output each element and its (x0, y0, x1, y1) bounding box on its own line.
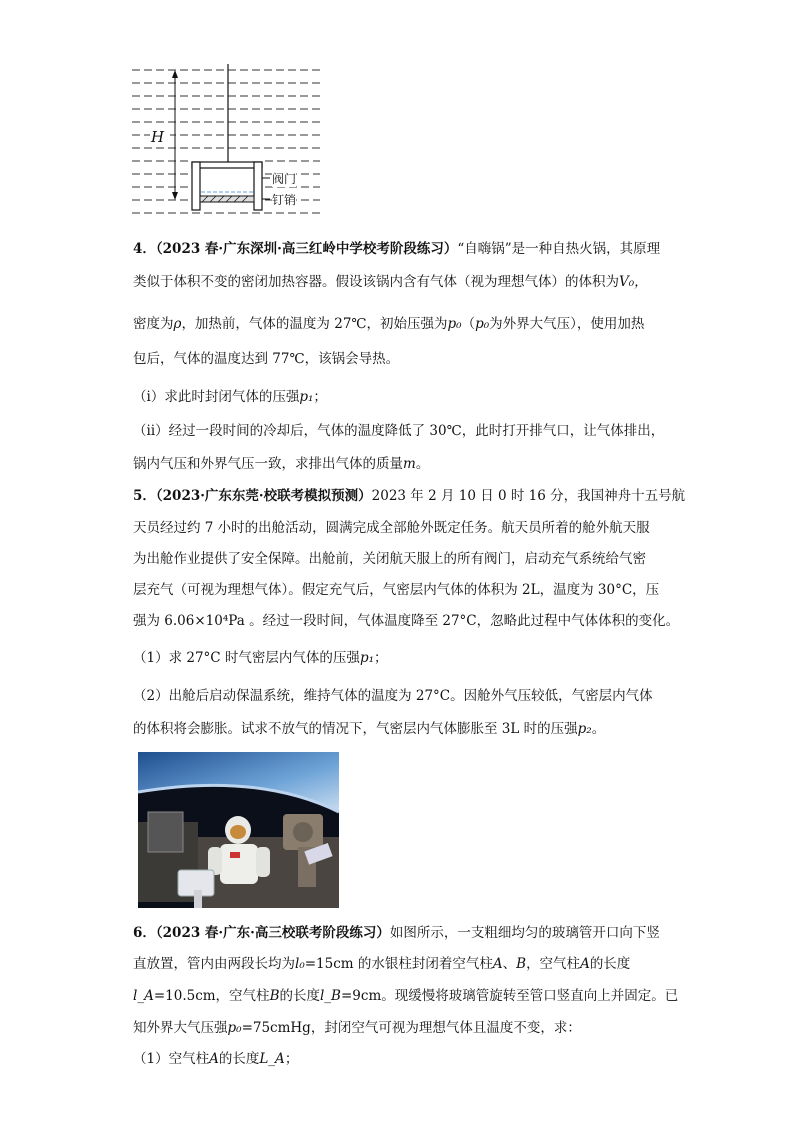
q4-line2: 类似于体积不变的密闭加热容器。假设该锅内含有气体（视为理想气体）的体积为V₀， (133, 274, 648, 290)
q4-sub2-line2: 锅内气压和外界气压一致，求排出气体的质量m。 (133, 456, 430, 472)
q4-line3: 密度为ρ，加热前，气体的温度为 27℃，初始压强为p₀（p₀为外界大气压），使用加热 (133, 316, 645, 332)
q6-line2: 直放置，管内由两段长均为l₀=15cm 的水银柱封闭着空气柱A、B，空气柱A的长度 (133, 956, 631, 972)
q6-line1 (133, 921, 660, 941)
label-H: H (151, 128, 165, 146)
cup-right-wall (254, 162, 262, 210)
q5-line5: 强为 6.06×10⁴Pa 。经过一段时间，气体温度降至 27°C，忽略此过程中气体体积的变化。 (133, 613, 680, 629)
q4-sub1: （ⅰ）求此时封闭气体的压强p₁； (133, 389, 327, 405)
q5-line3: 为出舱作业提供了安全保障。出舱前，关闭航天服上的所有阀门，启动充气系统给气密 (133, 551, 646, 567)
q4-line4: 包后，气体的温度达到 77℃，该锅会导热。 (133, 351, 400, 367)
q6-sub1: （1）空气柱A的长度L_A； (133, 1051, 299, 1067)
cup-top (192, 162, 262, 168)
q5-sub2-line2: 的体积将会膨胀。试求不放气的情况下，气密层内气体膨胀至 3L 时的压强p₂。 (133, 721, 606, 737)
q4-text-1: “自嗨锅”是一种自热火锅，其原理 (457, 241, 661, 257)
q4-sub2-line1: （ⅱ）经过一段时间的冷却后，气体的温度降低了 30℃，此时打开排气口，让气体排出， (133, 423, 665, 439)
q6-source: （2023 春·广东·高三校联考阶段练习） (155, 925, 390, 941)
q5-sub1: （1）求 27°C 时气密层内气体的压强p₁； (133, 650, 388, 666)
q6-text-1: 如图所示，一支粗细均匀的玻璃管开口向下竖 (389, 925, 660, 941)
cup-left-wall (192, 162, 200, 210)
q6-line3: l_A=10.5cm，空气柱B的长度l_B=9cm。现缓慢将玻璃管旋转至管口竖直向上并固定。已 (133, 988, 679, 1004)
label-pin: 钉销 (272, 193, 297, 207)
q5-line1 (133, 484, 685, 504)
q4-line1 (133, 237, 660, 257)
q6-number: 6． (133, 925, 156, 941)
q5-line4: 层充气（可视为理想气体）。假定充气后，气密层内气体的体积为 2L，温度为 30°C，压 (133, 582, 660, 598)
q5-number: 5． (133, 488, 156, 504)
spacewalk-photo (138, 752, 339, 908)
q4-number: 4． (133, 241, 156, 257)
q4-source: （2023 春·广东深圳·高三红岭中学校考阶段练习） (155, 241, 458, 257)
q5-source: （2023·广东东莞·校联考模拟预测） (155, 488, 372, 504)
label-valve: 阀门 (272, 172, 297, 186)
q5-line2: 天员经过约 7 小时的出舱活动，圆满完成全部舱外既定任务。航天员所着的舱外航天服 (133, 520, 650, 536)
q5-text-1: 2023 年 2 月 10 日 0 时 16 分，我国神舟十五号航 (371, 488, 686, 504)
q5-sub2-line1: （2）出舱后启动保温系统，维持气体的温度为 27°C。因舱外气压较低，气密层内气体 (133, 688, 653, 704)
q6-line4: 知外界大气压强p₀=75cmHg，封闭空气可视为理想气体且温度不变，求： (133, 1020, 581, 1036)
